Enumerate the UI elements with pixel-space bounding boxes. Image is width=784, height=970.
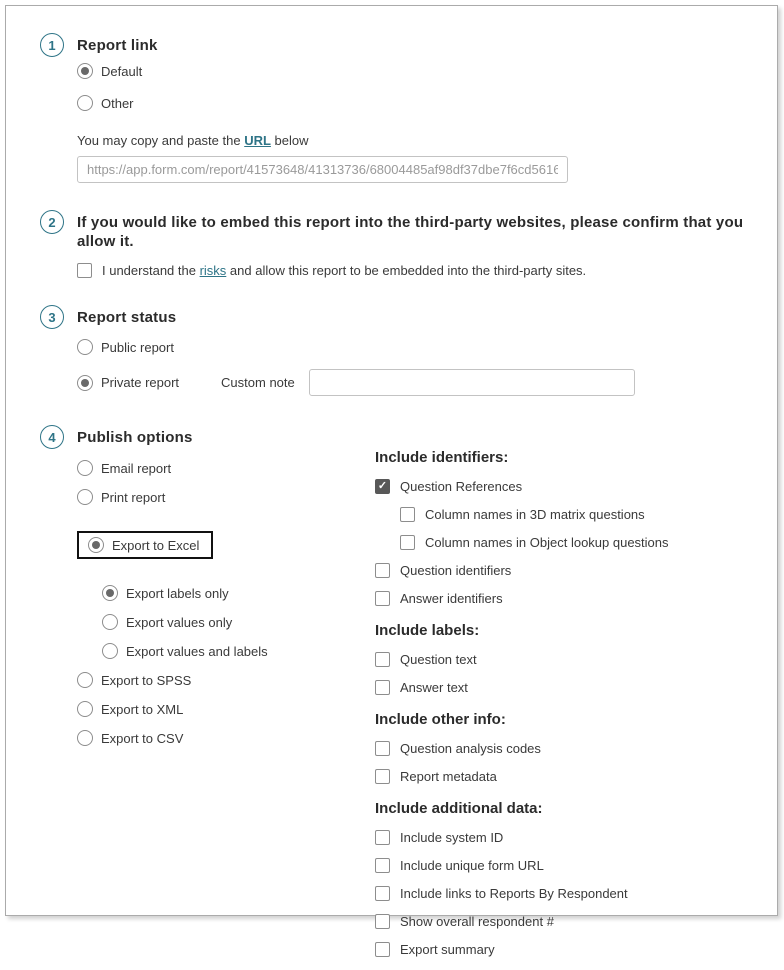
radio-public-control[interactable] [77, 339, 93, 355]
radio-print-report[interactable] [77, 489, 375, 505]
radio-spss-label: Export to SPSS [101, 672, 192, 688]
question-identifiers-checkbox[interactable] [375, 563, 390, 578]
radio-export-labels-only[interactable] [102, 585, 375, 601]
checkbox-show-overall-respondent[interactable] [375, 914, 757, 929]
embed-risks-suffix: and allow this report to be embedded into the third-party sites. [226, 263, 587, 278]
radio-email-report[interactable] [77, 460, 375, 476]
section-embed-confirm [40, 209, 757, 278]
question-references-label: Question References [400, 479, 523, 494]
embed-confirm-title: If you would like to embed this report into the third-party websites, please confirm that you allow it. [77, 214, 744, 250]
custom-note-input[interactable] [309, 369, 635, 396]
question-references-checkbox[interactable] [375, 479, 390, 494]
url-link[interactable]: URL [244, 133, 271, 148]
radio-values-only-control[interactable] [102, 614, 118, 630]
include-labels-heading: Include labels: [375, 622, 480, 639]
checkbox-report-metadata[interactable] [375, 769, 757, 784]
radio-csv-control[interactable] [77, 730, 93, 746]
answer-identifiers-label: Answer identifiers [400, 591, 503, 606]
question-analysis-codes-checkbox[interactable] [375, 741, 390, 756]
column-names-object-label: Column names in Object lookup questions [425, 535, 669, 550]
checkbox-question-identifiers[interactable] [375, 563, 757, 578]
embed-risks-prefix: I understand the [102, 263, 200, 278]
question-analysis-codes-label: Question analysis codes [400, 741, 541, 756]
column-names-object-checkbox[interactable] [400, 535, 415, 550]
checkbox-include-unique-form-url[interactable] [375, 858, 757, 873]
report-metadata-checkbox[interactable] [375, 769, 390, 784]
include-additional-data-heading: Include additional data: [375, 800, 543, 817]
question-text-label: Question text [400, 652, 477, 667]
checkbox-include-links-reports[interactable] [375, 886, 757, 901]
radio-public-label: Public report [101, 339, 174, 355]
answer-identifiers-checkbox[interactable] [375, 591, 390, 606]
radio-private-control[interactable] [77, 375, 93, 391]
radio-default-control[interactable] [77, 63, 93, 79]
risks-link[interactable]: risks [199, 263, 227, 278]
export-summary-label: Export summary [400, 942, 495, 957]
report-link-title: Report link [77, 37, 158, 54]
embed-risks-label [102, 263, 586, 278]
radio-excel-label: Export to Excel [112, 537, 200, 553]
radio-export-spss[interactable] [77, 672, 375, 688]
radio-private-report-row [77, 369, 757, 396]
radio-private-label: Private report [101, 375, 180, 390]
include-system-id-label: Include system ID [400, 830, 504, 845]
radio-excel-control[interactable] [88, 537, 104, 553]
radio-spss-control[interactable] [77, 672, 93, 688]
radio-print-label: Print report [101, 489, 166, 505]
radio-export-xml[interactable] [77, 701, 375, 717]
excel-options-panel [375, 447, 757, 970]
report-settings-panel [5, 5, 778, 957]
step-3-badge: 3 [40, 305, 64, 329]
radio-values-labels-control[interactable] [102, 643, 118, 659]
radio-default-label: Default [101, 63, 143, 79]
radio-labels-only-control[interactable] [102, 585, 118, 601]
show-overall-respondent-checkbox[interactable] [375, 914, 390, 929]
embed-risks-checkbox-row[interactable] [77, 263, 757, 278]
radio-export-csv[interactable] [77, 730, 375, 746]
include-unique-form-url-label: Include unique form URL [400, 858, 544, 873]
step-4-badge: 4 [40, 425, 64, 449]
include-unique-form-url-checkbox[interactable] [375, 858, 390, 873]
radio-email-control[interactable] [77, 460, 93, 476]
report-metadata-label: Report metadata [400, 769, 497, 784]
radio-other-control[interactable] [77, 95, 93, 111]
publish-options-title: Publish options [77, 429, 193, 446]
custom-note-label: Custom note [221, 375, 295, 390]
url-hint [77, 133, 757, 148]
question-identifiers-label: Question identifiers [400, 563, 512, 578]
step-1-badge: 1 [40, 33, 64, 57]
publish-format-list [77, 447, 375, 759]
radio-other-label: Other [101, 95, 134, 111]
checkbox-column-names-3d[interactable] [400, 507, 757, 522]
include-system-id-checkbox[interactable] [375, 830, 390, 845]
checkbox-question-references[interactable] [375, 479, 757, 494]
radio-csv-label: Export to CSV [101, 730, 184, 746]
column-names-3d-checkbox[interactable] [400, 507, 415, 522]
checkbox-question-text[interactable] [375, 652, 757, 667]
include-links-reports-checkbox[interactable] [375, 886, 390, 901]
include-other-info-heading: Include other info: [375, 711, 506, 728]
checkbox-export-summary[interactable] [375, 942, 757, 957]
radio-xml-control[interactable] [77, 701, 93, 717]
question-text-checkbox[interactable] [375, 652, 390, 667]
answer-text-label: Answer text [400, 680, 468, 695]
answer-text-checkbox[interactable] [375, 680, 390, 695]
checkbox-column-names-object[interactable] [400, 535, 757, 550]
radio-export-excel[interactable] [77, 531, 213, 559]
radio-xml-label: Export to XML [101, 701, 184, 717]
section-report-link [40, 32, 757, 183]
checkbox-answer-identifiers[interactable] [375, 591, 757, 606]
radio-public-report[interactable] [77, 339, 757, 355]
column-names-3d-label: Column names in 3D matrix questions [425, 507, 645, 522]
radio-print-control[interactable] [77, 489, 93, 505]
show-overall-respondent-label: Show overall respondent # [400, 914, 554, 929]
url-hint-prefix: You may copy and paste the [77, 133, 245, 148]
radio-other[interactable] [77, 95, 757, 111]
section-publish-options [40, 424, 757, 970]
radio-values-labels-label: Export values and labels [126, 643, 268, 659]
radio-values-only-label: Export values only [126, 614, 233, 630]
url-hint-suffix: below [270, 133, 309, 148]
radio-labels-only-label: Export labels only [126, 585, 229, 601]
radio-export-values-labels[interactable] [102, 643, 375, 659]
report-status-title: Report status [77, 309, 177, 326]
embed-risks-checkbox[interactable] [77, 263, 92, 278]
radio-default[interactable] [77, 63, 757, 79]
checkbox-question-analysis-codes[interactable] [375, 741, 757, 756]
step-2-badge: 2 [40, 210, 64, 234]
radio-export-values-only[interactable] [102, 614, 375, 630]
report-url-input[interactable] [77, 156, 568, 183]
export-summary-checkbox[interactable] [375, 942, 390, 957]
include-identifiers-heading: Include identifiers: [375, 449, 509, 466]
include-links-reports-label: Include links to Reports By Respondent [400, 886, 628, 901]
radio-email-label: Email report [101, 460, 172, 476]
checkbox-answer-text[interactable] [375, 680, 757, 695]
section-report-status [40, 304, 757, 396]
checkbox-include-system-id[interactable] [375, 830, 757, 845]
